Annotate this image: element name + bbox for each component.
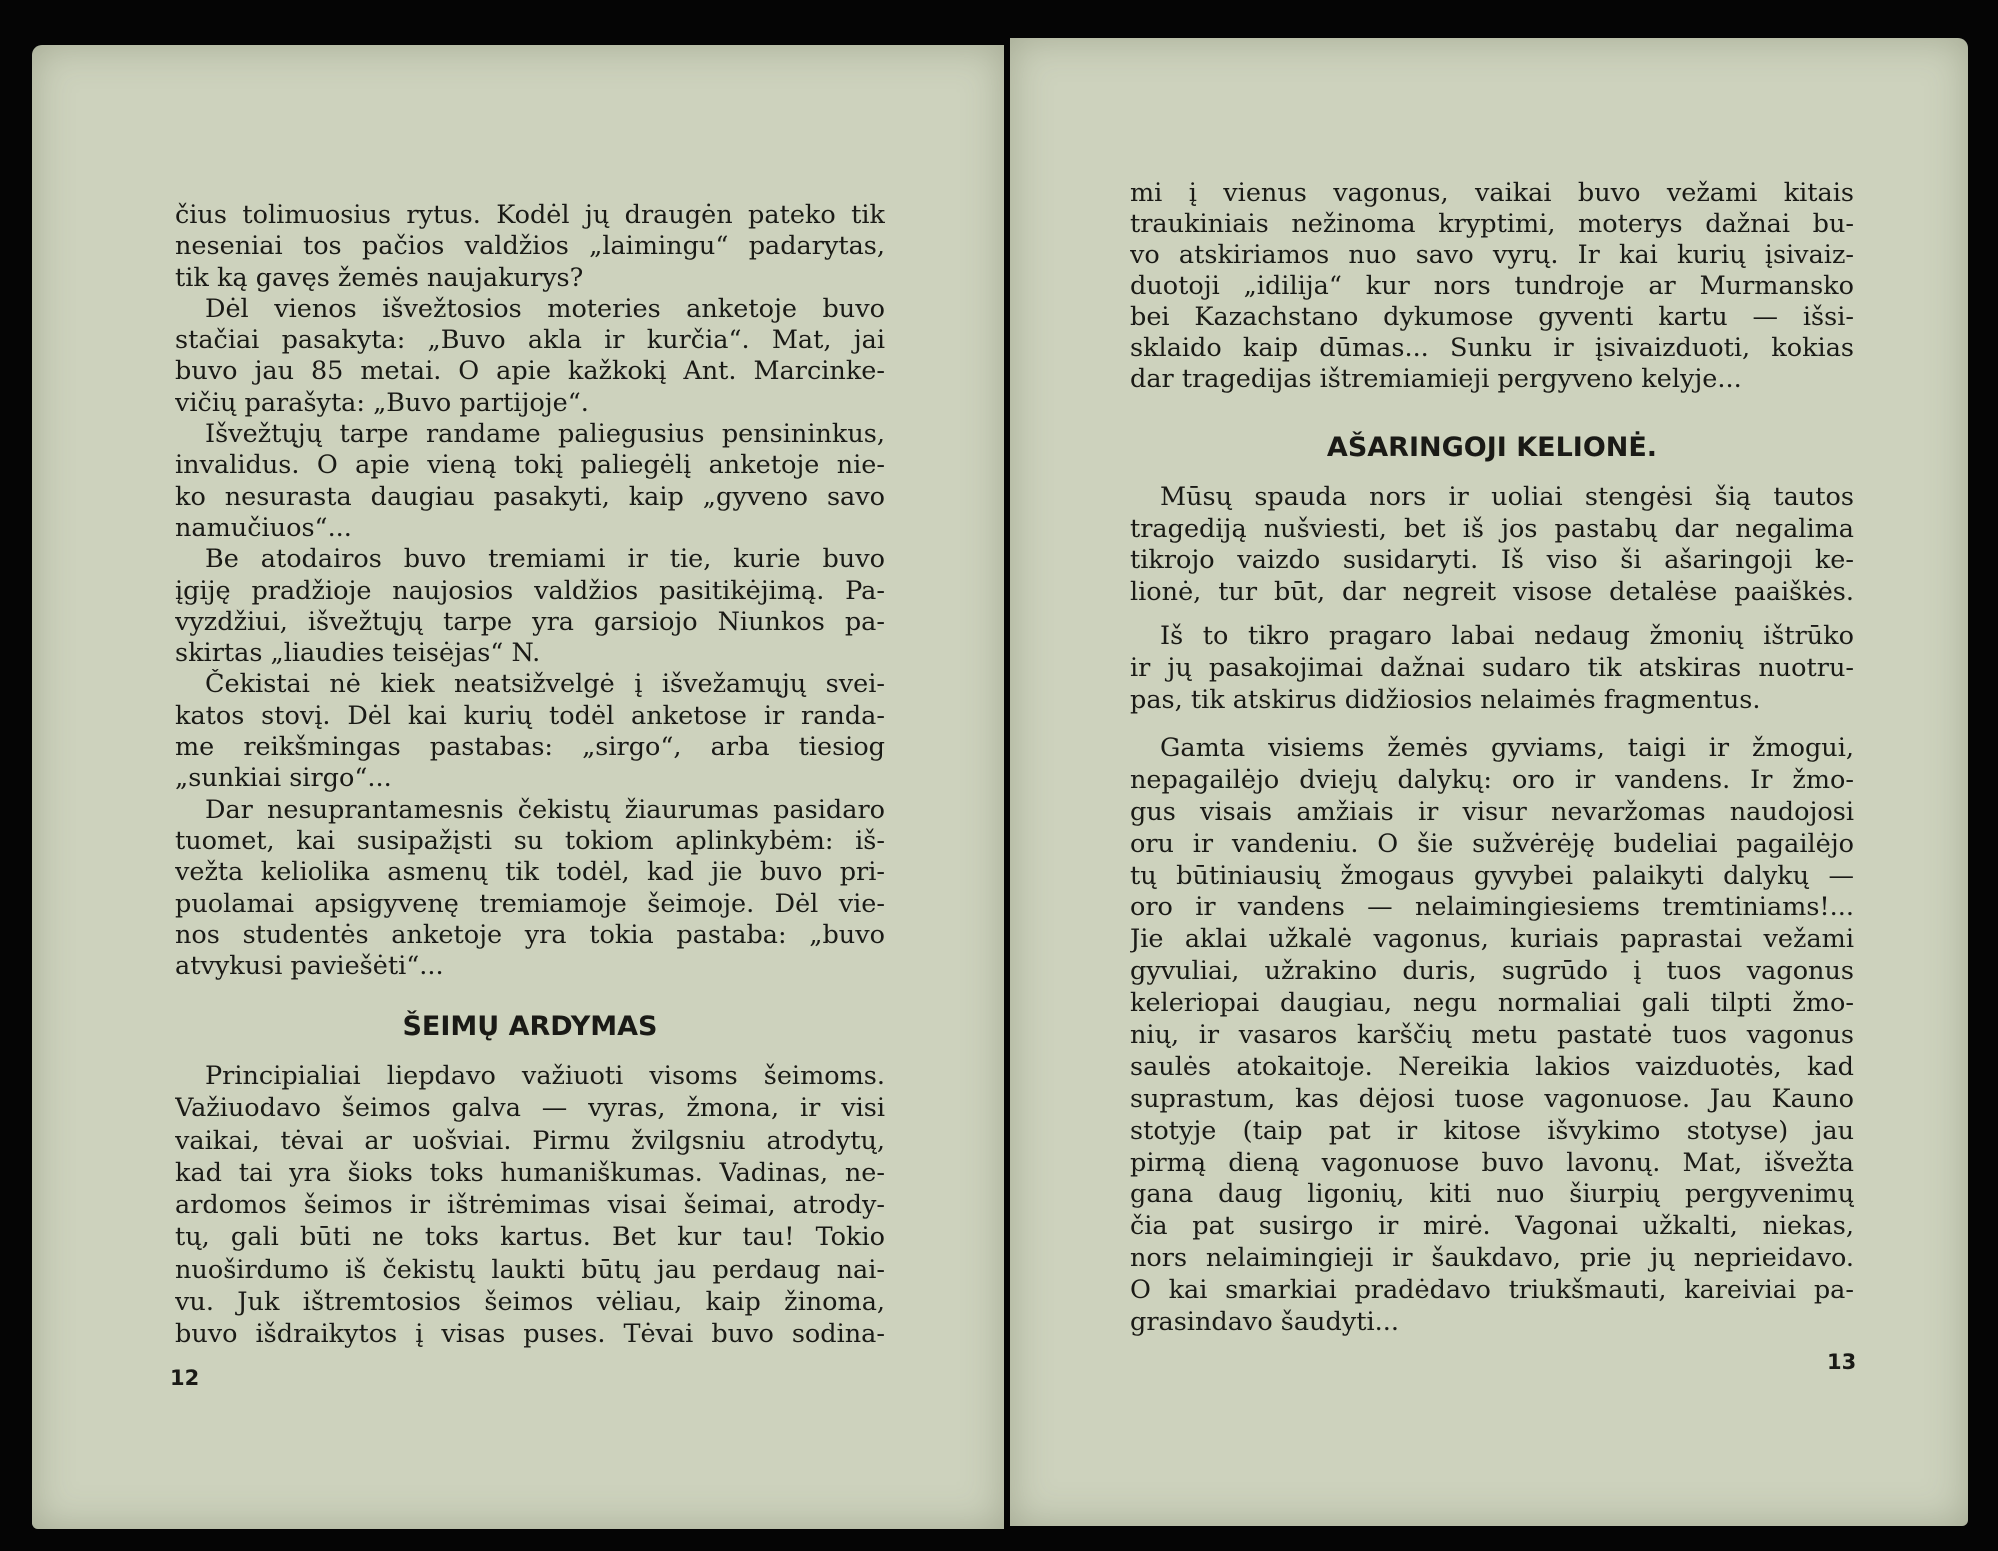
text-line: ko nesurasta daugiau pasakyti, kaip „gyveno savo (175, 481, 885, 512)
text-line: nepagailėjo dviejų dalykų: oro ir vandens. Ir žmo- (1130, 764, 1854, 795)
text-line: Jie aklai užkalė vagonus, kuriais paprastai vežami (1130, 924, 1854, 955)
text-line: Mūsų spauda nors ir uoliai stengėsi šią tautos (1160, 482, 1854, 512)
text-line: ardomos šeimos ir ištrėmimas visai šeimai, atrody- (175, 1190, 885, 1221)
text-line: Išvežtųjų tarpe randame paliegusius pensininkus, (205, 419, 885, 450)
text-line: oro ir vandens — nelaimingiesiems tremtiniams!... (1130, 892, 1854, 923)
text-line: čia pat susirgo ir mirė. Vagonai užkalti, niekas, (1130, 1211, 1854, 1242)
text-line: vežta keliolika asmenų tik todėl, kad jie buvo pri- (175, 857, 885, 888)
text-line: nos studentės anketoje yra tokia pastaba: „buvo (175, 919, 885, 950)
right-block-3 (1130, 620, 1854, 716)
text-line: buvo jau 85 metai. O apie kažkokį Ant. Marcinke- (175, 356, 885, 387)
text-line: pas, tik atskirus didžiosios nelaimės fragmentus. (1130, 685, 1761, 715)
section-heading-seimu-ardymas: ŠEIMŲ ARDYMAS (402, 1011, 658, 1042)
text-line: vu. Juk ištremtosios šeimos vėliau, kaip žinoma, (175, 1287, 885, 1318)
text-line: lionė, tur būt, dar negreit visose detalėse paaiškės. (1130, 576, 1854, 607)
text-line: traukiniais nežinoma kryptimi, moterys dažnai bu- (1130, 209, 1854, 239)
text-line: saulės atokaitoje. Nereikia lakios vaizduotės, kad (1130, 1051, 1854, 1082)
text-line: Gamta visiems žemės gyviams, taigi ir žmogui, (1160, 733, 1854, 763)
text-line: dar tragedijas ištremiamieji pergyveno kelyje... (1130, 364, 1742, 394)
text-line: atvykusi paviešėti“... (175, 951, 444, 982)
text-line: vaikai, tėvai ar uošviai. Pirmu žvilgsniu atrodytų, (175, 1125, 885, 1156)
text-line: bei Kazachstano dykumose gyventi kartu — išsi- (1130, 302, 1854, 332)
text-line: pirmą dieną vagonuose buvo lavonų. Mat, išvežta (1130, 1147, 1854, 1178)
page-number-right: 13 (1827, 1350, 1857, 1374)
text-line: nuoširdumo iš čekistų laukti būtų jau perdaug nai- (175, 1254, 885, 1285)
text-line: suprastum, kas dėjosi tuose vagonuose. Jau Kauno (1130, 1083, 1854, 1114)
text-line: „sunkiai sirgo“... (175, 763, 392, 794)
text-line: tuomet, kai susipažįsti su tokiom aplinkybėm: iš- (175, 825, 885, 856)
text-line: stačiai pasakyta: „Buvo akla ir kurčia“. Mat, jai (175, 325, 885, 356)
text-line: tikrojo vaizdo susidaryti. Iš viso ši ašaringoji ke- (1130, 545, 1854, 575)
text-line: tik ką gavęs žemės naujakurys? (175, 262, 584, 293)
text-line: neseniai tos pačios valdžios „laimingu“ padarytas, (175, 231, 885, 262)
text-line: ir jų pasakojimai dažnai sudaro tik atskiras nuotru- (1130, 653, 1854, 683)
text-line: O kai smarkiai pradėdavo triukšmauti, kareiviai pa- (1130, 1275, 1854, 1306)
text-line: vyzdžiui, išvežtųjų tarpe yra garsiojo Niunkos pa- (175, 606, 885, 637)
text-line: invalidus. O apie vieną tokį paliegėlį anketoje nie- (175, 450, 885, 481)
text-line: tų būtiniausių žmogaus gyvybei palaikyti dalykų — (1130, 860, 1854, 891)
text-line: Važiuodavo šeimos galva — vyras, žmona, ir visi (175, 1093, 885, 1124)
text-line: tų, gali būti ne toks kartus. Bet kur tau! Tokio (175, 1222, 885, 1253)
text-line: skirtas „liaudies teisėjas“ N. (175, 638, 541, 669)
text-line: sklaido kaip dūmas... Sunku ir įsivaizduoti, kokias (1130, 333, 1854, 363)
text-line: įgiję pradžioje naujosios valdžios pasitikėjimą. Pa- (175, 575, 885, 606)
text-line: gus visais amžiais ir visur nevaržomas naudojosi (1130, 796, 1854, 827)
page-number-left: 12 (170, 1366, 200, 1390)
text-line: namučiuos“... (175, 512, 352, 543)
text-line: gana daug ligonių, kiti nuo šiurpių pergyvenimų (1130, 1179, 1854, 1210)
text-line: duotoji „idilija“ kur nors tundroje ar Murmansko (1130, 271, 1854, 301)
left-block-1 (175, 200, 885, 982)
section-heading-asaringoji-kelione: AŠARINGOJI KELIONĖ. (1326, 432, 1658, 463)
right-block-2 (1130, 482, 1854, 608)
text-line: nių, ir vasaros karščių metu pastatė tuos vagonus (1130, 1020, 1854, 1051)
text-line: Be atodairos buvo tremiami ir tie, kurie buvo (205, 544, 885, 575)
text-line: stotyje (taip pat ir kitose išvykimo stotyse) jau (1130, 1115, 1854, 1146)
text-line: vo atskiriamos nuo savo vyrų. Ir kai kurių įsivaiz- (1130, 240, 1854, 270)
left-block-2 (175, 1060, 885, 1351)
right-block-4 (1130, 733, 1854, 1339)
text-line: puolamai apsigyvenę tremiamoje šeimoje. Dėl vie- (175, 888, 885, 919)
text-line: Dar nesuprantamesnis čekistų žiaurumas pasidaro (205, 794, 885, 825)
right-block-1 (1130, 178, 1854, 395)
text-line: katos stovį. Dėl kai kurių todėl anketose ir randa- (175, 700, 885, 731)
text-line: kad tai yra šioks toks humaniškumas. Vadinas, ne- (175, 1157, 885, 1188)
text-line: nors nelaimingieji ir šaukdavo, prie jų neprieidavo. (1130, 1243, 1854, 1274)
text-line: Principialiai liepdavo važiuoti visoms šeimoms. (205, 1061, 885, 1091)
text-line: oru ir vandeniu. O šie sužvėrėję budeliai pagailėjo (1130, 828, 1854, 859)
text-line: Čekistai nė kiek neatsižvelgė į išvežamųjų svei- (205, 669, 885, 700)
text-line: Iš to tikro pragaro labai nedaug žmonių ištrūko (1160, 621, 1854, 651)
text-line: buvo išdraikytos į visas puses. Tėvai buvo sodina- (175, 1319, 885, 1350)
text-line: Dėl vienos išvežtosios moteries anketoje buvo (205, 293, 885, 324)
text-line: me reikšmingas pastabas: „sirgo“, arba tiesiog (175, 732, 885, 763)
text-line: gyvuliai, užrakino duris, sugrūdo į tuos vagonus (1130, 956, 1854, 987)
text-line: mi į vienus vagonus, vaikai buvo vežami kitais (1130, 178, 1854, 208)
text-line: čius tolimuosius rytus. Kodėl jų draugėn pateko tik (175, 200, 885, 230)
text-line: grasindavo šaudyti... (1130, 1307, 1399, 1338)
text-line: vičių parašyta: „Buvo partijoje“. (175, 387, 589, 418)
text-line: tragediją nušviesti, bet iš jos pastabų dar negalima (1130, 513, 1854, 544)
text-line: keleriopai daugiau, negu normaliai gali tilpti žmo- (1130, 988, 1854, 1019)
